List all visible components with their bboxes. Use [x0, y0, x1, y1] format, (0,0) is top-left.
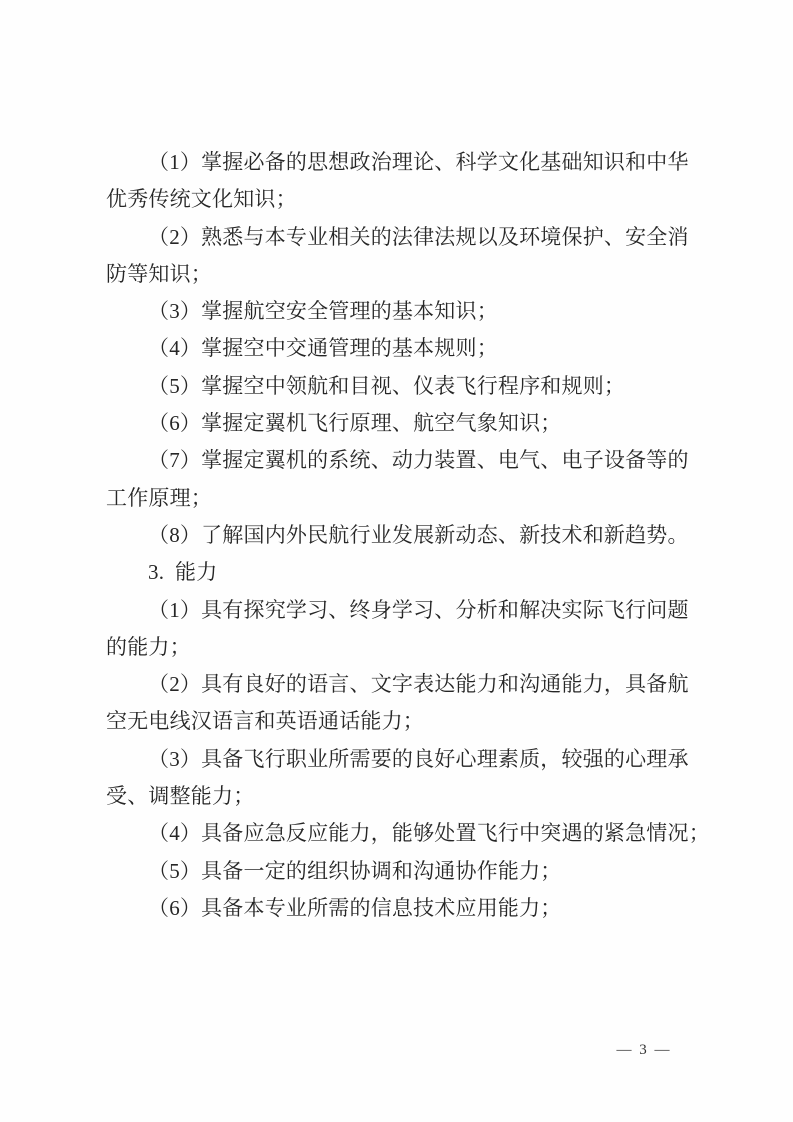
- knowledge-item-6: （6）掌握定翼机飞行原理、航空气象知识；: [148, 411, 562, 436]
- ability-section-heading: 3. 能力: [148, 560, 218, 585]
- ability-item-5: （5）具备一定的组织协调和沟通协作能力；: [148, 858, 562, 883]
- page-number: — 3 —: [616, 1042, 672, 1058]
- knowledge-item-2-line-2: 防等知识；: [106, 261, 212, 286]
- ability-item-4: （4）具备应急反应能力，能够处置飞行中突遇的紧急情况；: [148, 821, 710, 846]
- ability-item-1-line-1: （1）具有探究学习、终身学习、分析和解决实际飞行问题: [148, 597, 689, 622]
- ability-item-3-line-2: 受、调整能力；: [106, 784, 255, 809]
- knowledge-item-7-line-1: （7）掌握定翼机的系统、动力装置、电气、电子设备等的: [148, 448, 689, 473]
- knowledge-item-4: （4）掌握空中交通管理的基本规则；: [148, 336, 498, 361]
- document-text-block: [106, 144, 710, 927]
- knowledge-item-8: （8）了解国内外民航行业发展新动态、新技术和新趋势。: [148, 522, 689, 547]
- knowledge-item-7-line-2: 工作原理；: [106, 485, 212, 510]
- ability-item-3-line-1: （3）具备飞行职业所需要的良好心理素质，较强的心理承: [148, 746, 689, 771]
- knowledge-item-5: （5）掌握空中领航和目视、仪表飞行程序和规则；: [148, 373, 626, 398]
- knowledge-item-1-line-1: （1）掌握必备的思想政治理论、科学文化基础知识和中华: [148, 150, 689, 174]
- ability-item-1-line-2: 的能力；: [106, 634, 191, 659]
- knowledge-item-2-line-1: （2）熟悉与本专业相关的法律法规以及环境保护、安全消: [148, 224, 689, 249]
- ability-item-2-line-2: 空无电线汉语言和英语通话能力；: [106, 709, 424, 734]
- ability-item-2-line-1: （2）具有良好的语言、文字表达能力和沟通能力，具备航: [148, 672, 689, 697]
- knowledge-item-3: （3）掌握航空安全管理的基本知识；: [148, 299, 498, 324]
- ability-item-6: （6）具备本专业所需的信息技术应用能力；: [148, 895, 562, 920]
- knowledge-item-1-line-2: 优秀传统文化知识；: [106, 187, 297, 212]
